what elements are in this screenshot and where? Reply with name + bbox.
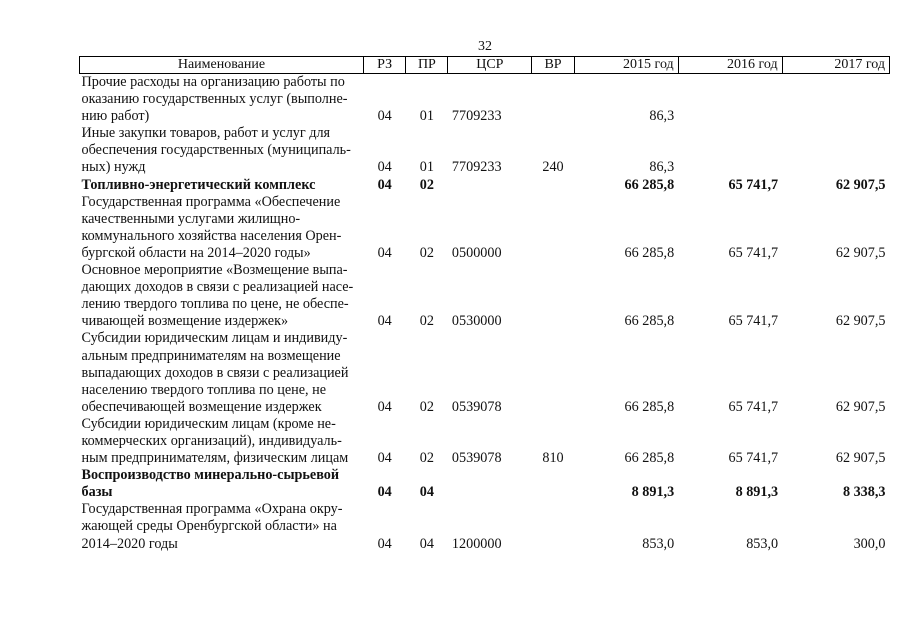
cell-csr: 0500000	[451, 244, 502, 261]
cell-2016: 65 741,7	[728, 244, 779, 261]
table-row	[80, 125, 890, 176]
cell-vr	[532, 74, 574, 126]
cell-csr	[448, 177, 532, 194]
table-row	[80, 467, 890, 501]
cell-name: Субсидии юридическим лицам и индивиду-альным предпринимателям на возмещение выпадающих доходов в связи с реализацией населению твердого топлива по цене, не обеспечивающей возмещение издержек	[81, 330, 349, 415]
page-number: 32	[478, 39, 492, 54]
cell-2015: 66 285,8	[624, 313, 675, 330]
cell-rz: 04	[377, 313, 392, 330]
cell-rz: 04	[377, 159, 392, 176]
cell-vr	[532, 501, 574, 552]
header-name: Наименование	[80, 57, 364, 74]
cell-pr: 04	[419, 535, 434, 552]
cell-vr	[532, 330, 574, 415]
cell-pr: 02	[419, 313, 434, 330]
cell-name: Государственная программа «Охрана окру-жающей среды Оренбургской области» на 2014–2020 годы	[81, 501, 343, 552]
cell-name: Прочие расходы на организацию работы по оказанию государственных услуг (выполне-нию работ)	[81, 74, 348, 125]
cell-2015: 86,3	[649, 108, 675, 125]
cell-name: Основное мероприятие «Возмещение выпа-дающих доходов в связи с реализацией насе-лению твердого топлива по цене, не обеспе-чивающей возмещение издержек»	[81, 262, 354, 330]
cell-pr: 02	[419, 450, 434, 467]
cell-rz: 04	[377, 450, 392, 467]
table-row	[80, 501, 890, 552]
header-2017: 2017 год	[782, 57, 889, 74]
table-row	[80, 194, 890, 262]
cell-2016: 853,0	[746, 535, 779, 552]
table-row	[80, 416, 890, 467]
table-row	[80, 262, 890, 330]
header-2015: 2015 год	[574, 57, 678, 74]
table-row	[80, 330, 890, 415]
cell-name: Воспроизводство минерально-сырьевой базы	[81, 467, 340, 501]
cell-vr: 810	[542, 450, 564, 467]
cell-rz: 04	[377, 244, 392, 261]
cell-pr: 04	[419, 484, 434, 501]
cell-vr	[532, 262, 574, 330]
cell-2016	[678, 125, 782, 176]
cell-csr: 1200000	[451, 535, 502, 552]
cell-csr: 0530000	[451, 313, 502, 330]
cell-2017: 8 338,3	[842, 484, 886, 501]
cell-2017: 62 907,5	[835, 398, 886, 415]
cell-2016: 65 741,7	[728, 313, 779, 330]
cell-csr	[448, 467, 532, 501]
cell-rz: 04	[377, 398, 392, 415]
budget-table	[79, 56, 890, 553]
cell-vr	[532, 467, 574, 501]
cell-2015: 66 285,8	[624, 398, 675, 415]
cell-2015: 66 285,8	[624, 244, 675, 261]
cell-2017: 62 907,5	[835, 176, 886, 193]
cell-rz: 04	[377, 176, 392, 193]
cell-name: Государственная программа «Обеспечение качественными услугами жилищно-коммунального хозяйства населения Орен-бургской области на 2014–2020 годы»	[81, 193, 342, 261]
cell-2015: 8 891,3	[631, 484, 675, 501]
cell-2017: 62 907,5	[835, 244, 886, 261]
cell-pr: 01	[419, 159, 434, 176]
cell-rz: 04	[377, 535, 392, 552]
cell-2016: 8 891,3	[735, 484, 779, 501]
cell-rz: 04	[377, 108, 392, 125]
cell-2017: 300,0	[853, 535, 886, 552]
cell-csr: 0539078	[451, 450, 502, 467]
cell-pr: 02	[419, 176, 434, 193]
cell-2016	[678, 74, 782, 126]
cell-2017	[782, 125, 889, 176]
cell-csr: 0539078	[451, 398, 502, 415]
cell-name: Субсидии юридическим лицам (кроме не-коммерческих организаций), индивидуаль-ным предпринимателям, физическим лицам	[81, 415, 349, 467]
cell-rz: 04	[377, 484, 392, 501]
header-rz: РЗ	[363, 57, 405, 74]
table-row	[80, 74, 890, 126]
header-csr: ЦСР	[448, 57, 532, 74]
cell-2016: 65 741,7	[728, 176, 779, 193]
cell-name: Топливно-энергетический комплекс	[81, 176, 316, 193]
cell-2015: 66 285,8	[624, 450, 675, 467]
header-2016: 2016 год	[678, 57, 782, 74]
cell-2016: 65 741,7	[728, 398, 779, 415]
cell-2017: 62 907,5	[835, 313, 886, 330]
cell-2017: 62 907,5	[835, 450, 886, 467]
header-pr: ПР	[406, 57, 448, 74]
cell-pr: 01	[419, 108, 434, 125]
cell-vr: 240	[542, 159, 564, 176]
cell-csr: 7709233	[451, 159, 502, 176]
cell-2015: 66 285,8	[624, 176, 675, 193]
table-body	[80, 74, 890, 553]
cell-vr	[532, 177, 574, 194]
cell-name: Иные закупки товаров, работ и услуг для обеспечения государственных (муниципаль-ных) нужд	[81, 125, 351, 176]
cell-vr	[532, 194, 574, 262]
cell-csr: 7709233	[451, 108, 502, 125]
cell-pr: 02	[419, 244, 434, 261]
cell-2016: 65 741,7	[728, 450, 779, 467]
cell-pr: 02	[419, 398, 434, 415]
table-row	[80, 177, 890, 194]
cell-2015: 853,0	[642, 535, 675, 552]
table-header-row	[80, 57, 890, 74]
cell-2015: 86,3	[649, 159, 675, 176]
header-vr: ВР	[532, 57, 574, 74]
cell-2017	[782, 74, 889, 126]
